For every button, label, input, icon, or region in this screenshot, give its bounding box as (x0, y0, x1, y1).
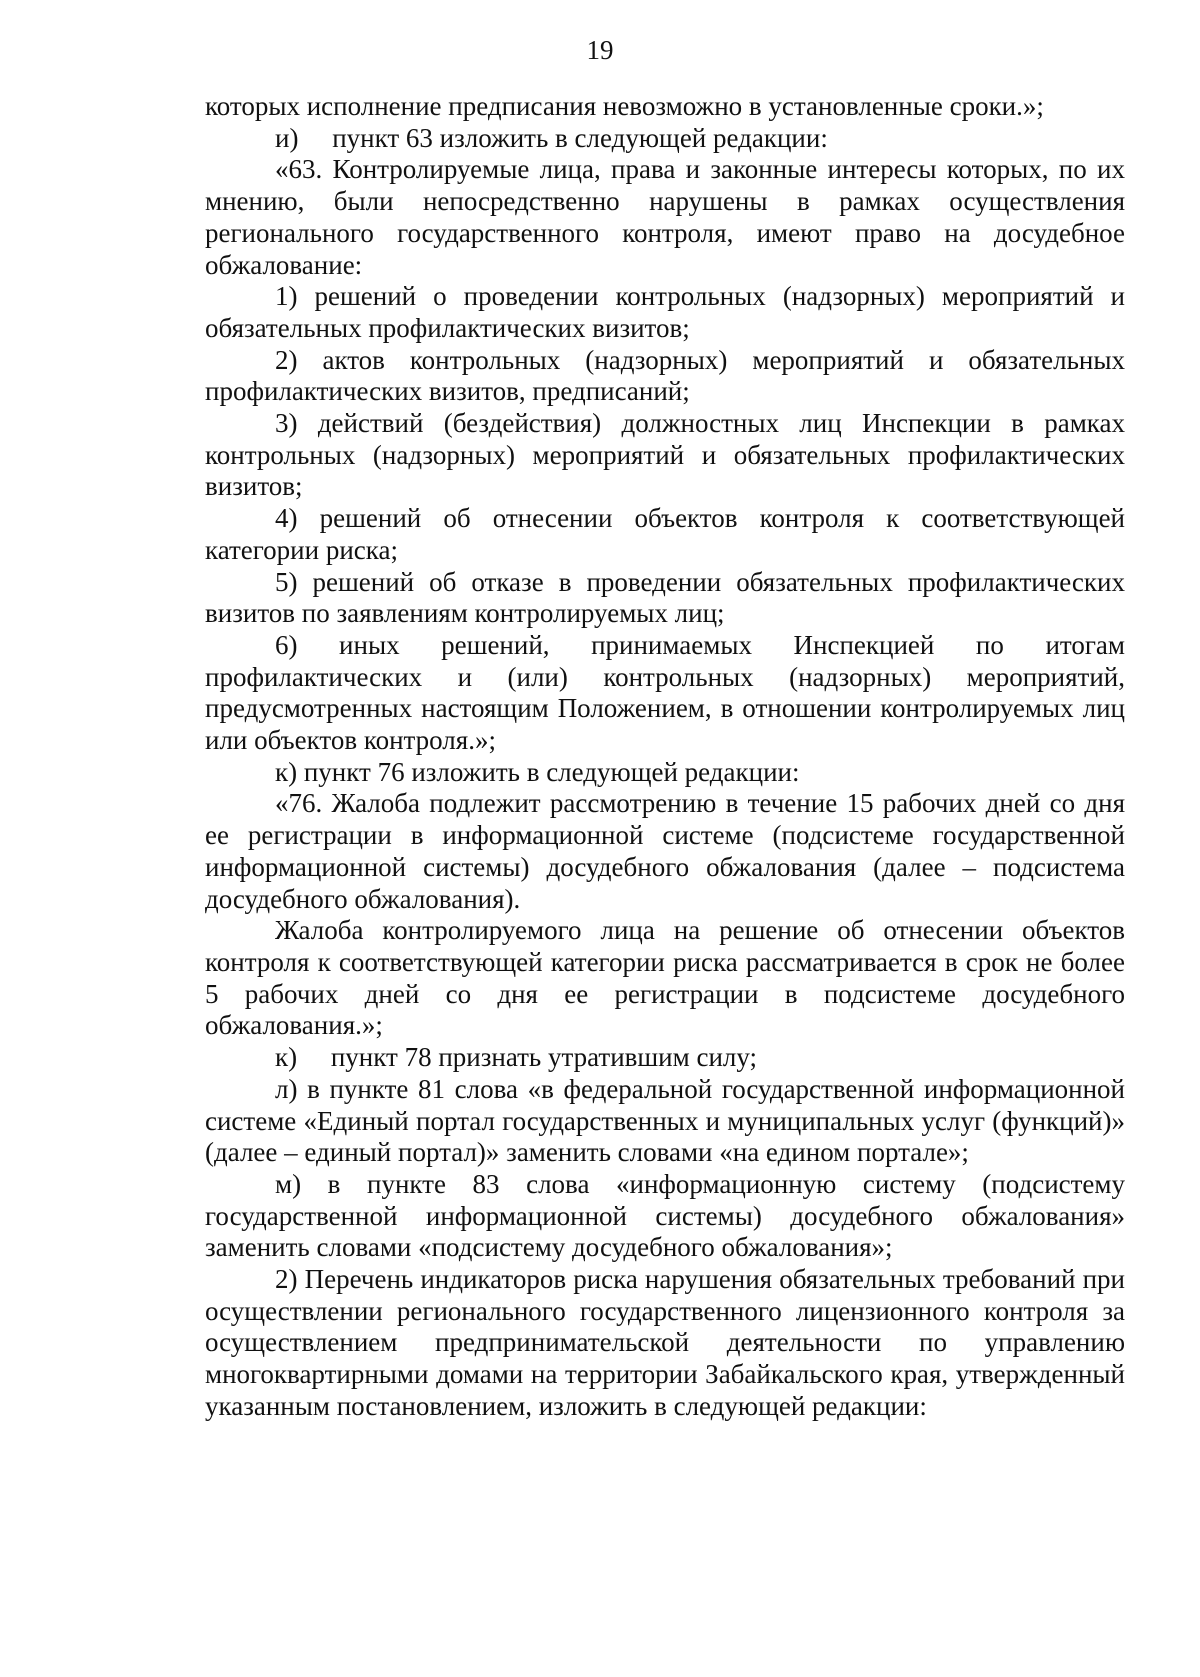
paragraph-3: «63. Контролируемые лица, права и законные интересы которых, по их мнению, были непосредственно нарушены в рамках осуществления регионального государственного контроля, имеют право на досудебное обжалование: (205, 154, 1125, 280)
document-body (205, 91, 1125, 1423)
paragraph-12: Жалоба контролируемого лица на решение об отнесении объектов контроля к соответствующей категории риска рассматривается в срок не более 5 рабочих дней со дня ее регистрации в подсистеме досудебного обжалования.»; (205, 915, 1125, 1041)
paragraph-11: «76. Жалоба подлежит рассмотрению в течение 15 рабочих дней со дня ее регистрации в информационной системе (подсистеме государственной информационной системы) досудебного обжалования (далее – подсистема досудебного обжалования). (205, 788, 1125, 914)
paragraph-5: 2) актов контрольных (надзорных) мероприятий и обязательных профилактических визитов, предписаний; (205, 344, 1125, 407)
paragraph-9: 6) иных решений, принимаемых Инспекцией по итогам профилактических и (или) контрольных (надзорных) мероприятий, предусмотренных настоящим Положением, в отношении контролируемых лиц или объектов контроля.»; (205, 629, 1125, 756)
paragraph-13: к) пункт 78 признать утратившим силу; (275, 1042, 758, 1073)
page-number: 19 (586, 35, 614, 65)
paragraph-1: которых исполнение предписания невозможно в установленные сроки.»; (205, 91, 1044, 121)
paragraph-2: и) пункт 63 изложить в следующей редакции: (275, 122, 828, 153)
paragraph-16: 2) Перечень индикаторов риска нарушения обязательных требований при осуществлении регионального государственного лицензионного контроля за осуществлением предпринимательской деятельности по управлению многоквартирными домами на территории Забайкальского края, утвержденный указанным постановлением, изложить в следующей редакции: (205, 1264, 1125, 1421)
paragraph-14: л) в пункте 81 слова «в федеральной государственной информационной системе «Единый портал государственных и муниципальных услуг (функций)» (далее – единый портал)» заменить словами «на едином портале»; (205, 1073, 1125, 1168)
paragraph-10: к) пункт 76 изложить в следующей редакции: (275, 756, 800, 787)
paragraph-15: м) в пункте 83 слова «информационную систему (подсистему государственной информационной системы) досудебного обжалования» заменить словами «подсистему досудебного обжалования»; (205, 1168, 1125, 1263)
paragraph-7: 4) решений об отнесении объектов контроля к соответствующей категории риска; (205, 503, 1125, 565)
paragraph-4: 1) решений о проведении контрольных (надзорных) мероприятий и обязательных профилактических визитов; (205, 281, 1125, 343)
paragraph-6: 3) действий (бездействия) должностных лиц Инспекции в рамках контрольных (надзорных) мероприятий и обязательных профилактических визитов; (205, 408, 1125, 502)
paragraph-8: 5) решений об отказе в проведении обязательных профилактических визитов по заявлениям контролируемых лиц; (205, 566, 1125, 629)
